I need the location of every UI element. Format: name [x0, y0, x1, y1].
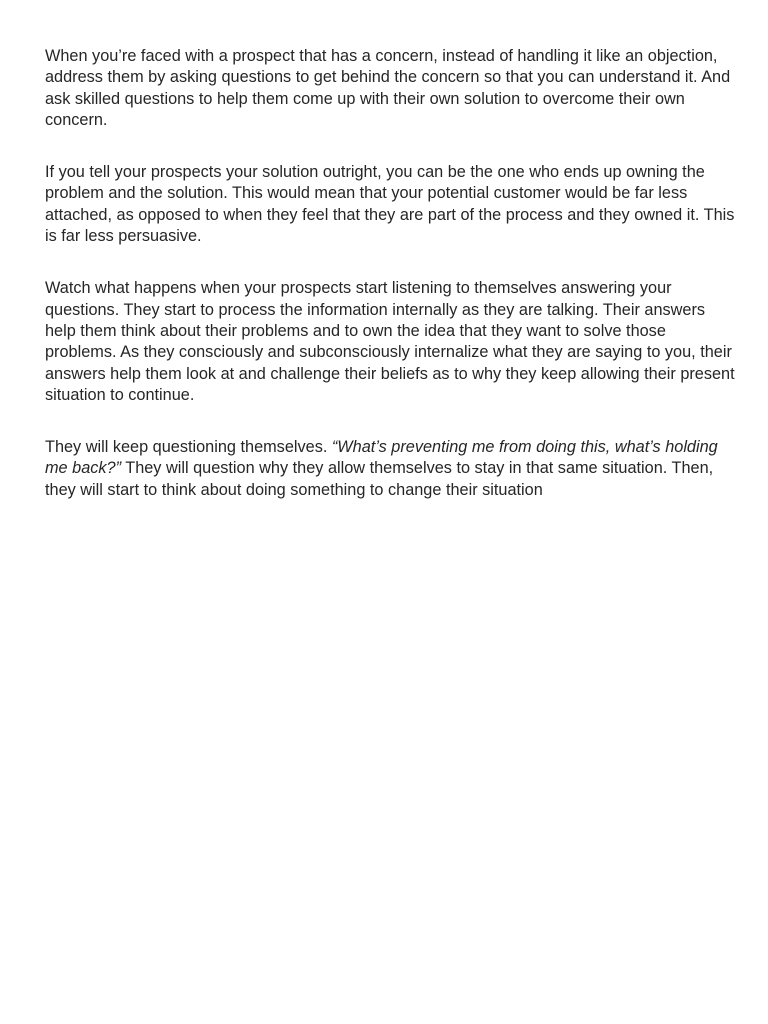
- paragraph-4-tail: They will question why they allow themselves to stay in that same situation. Then, they will start to think about doing something to change their situation: [45, 459, 714, 499]
- paragraph-4-lead: They will keep questioning themselves.: [45, 438, 332, 457]
- paragraph-4: [45, 437, 735, 501]
- paragraph-2: If you tell your prospects your solution outright, you can be the one who ends up owning the problem and the solution. This would mean that your potential customer would be far less attached, as opposed to when they feel that they are part of the process and they owned it. This is far less persuasive.: [45, 163, 735, 246]
- document-body: [45, 46, 735, 532]
- paragraph-1: When you’re faced with a prospect that has a concern, instead of handling it like an objection, address them by asking questions to get behind the concern so that you can understand it. And ask skilled questions to help them come up with their own solution to overcome their own concern.: [45, 47, 731, 129]
- paragraph-3: Watch what happens when your prospects start listening to themselves answering your questions. They start to process the information internally as they are talking. Their answers help them think about their problems and to own the idea that they want to solve those problems. As they consciously and subconsciously internalize what they are saying to you, their answers help them look at and challenge their beliefs as to why they keep allowing their present situation to continue.: [45, 279, 735, 404]
- paragraph-4-quote: “What’s preventing me from doing this, what’s holding me back?”: [45, 438, 718, 478]
